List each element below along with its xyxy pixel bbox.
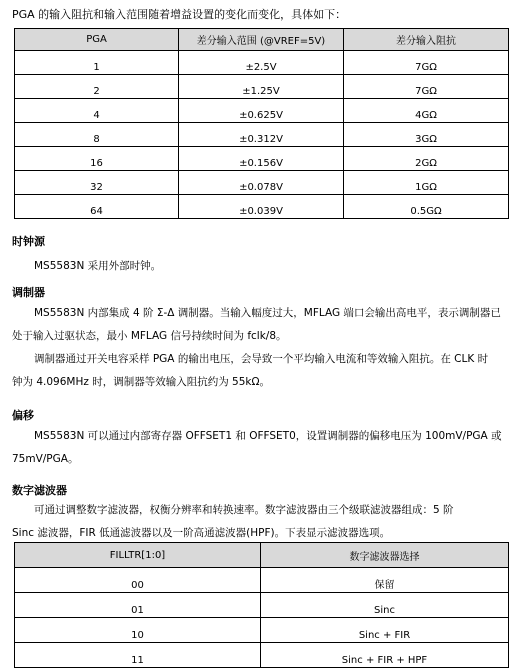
column-header-filltr: FILLTR[1:0] — [15, 543, 261, 568]
pga-cell: 16 — [15, 147, 179, 171]
filltr-cell: 10 — [15, 618, 261, 643]
column-header-input-impedance: 差分输入阻抗 — [344, 29, 509, 51]
pga-cell: 8 — [15, 123, 179, 147]
filter-select-cell: 保留 — [261, 568, 509, 593]
table-row — [15, 75, 509, 99]
table-row — [15, 593, 509, 618]
clock-source-heading: 时钟源 — [12, 235, 45, 248]
offset-line2: 75mV/PGA。 — [12, 453, 79, 465]
offset-heading: 偏移 — [12, 409, 34, 422]
table-row — [15, 99, 509, 123]
impedance-cell: 0.5GΩ — [344, 195, 509, 219]
range-cell: ±0.625V — [179, 99, 344, 123]
pga-cell: 64 — [15, 195, 179, 219]
table-row — [15, 51, 509, 75]
offset-line1: MS5583N 可以通过内部寄存器 OFFSET1 和 OFFSET0，设置调制器的偏移电压为 100mV/PGA 或 — [34, 430, 502, 442]
modulator-p1-line1: MS5583N 内部集成 4 阶 Σ-Δ 调制器。当输入幅度过大，MFLAG 端口会输出高电平，表示调制器已 — [34, 307, 501, 319]
table-row — [15, 568, 509, 593]
table-header-row — [15, 29, 509, 51]
range-cell: ±1.25V — [179, 75, 344, 99]
digital-filter-paragraph — [12, 499, 512, 545]
filter-table — [14, 542, 509, 668]
table-row — [15, 123, 509, 147]
impedance-cell: 7GΩ — [344, 75, 509, 99]
table-row — [15, 618, 509, 643]
column-header-input-range: 差分输入范围 (@VREF=5V) — [179, 29, 344, 51]
offset-paragraph — [12, 425, 512, 471]
digital-filter-line1: 可通过调整数字滤波器，权衡分辨率和转换速率。数字滤波器由三个级联滤波器组成：5 阶 — [34, 504, 454, 516]
range-cell: ±0.039V — [179, 195, 344, 219]
clock-source-text: MS5583N 采用外部时钟。 — [34, 260, 162, 272]
pga-cell: 1 — [15, 51, 179, 75]
pga-cell: 2 — [15, 75, 179, 99]
modulator-p2-line1: 调制器通过开关电容采样 PGA 的输出电压，会导致一个平均输入电流和等效输入阻抗。在 CLK 时 — [34, 353, 489, 365]
pga-table — [14, 28, 509, 219]
filter-select-cell: Sinc + FIR + HPF — [261, 643, 509, 668]
impedance-cell: 4GΩ — [344, 99, 509, 123]
filter-select-cell: Sinc + FIR — [261, 618, 509, 643]
pga-cell: 4 — [15, 99, 179, 123]
modulator-p2-line2: 钟为 4.096MHz 时，调制器等效输入阻抗约为 55kΩ。 — [12, 376, 271, 388]
digital-filter-line2: Sinc 滤波器，FIR 低通滤波器以及一阶高通滤波器(HPF)。下表显示滤波器选项。 — [12, 527, 391, 539]
table-row — [15, 195, 509, 219]
impedance-cell: 7GΩ — [344, 51, 509, 75]
filltr-cell: 11 — [15, 643, 261, 668]
modulator-paragraph — [12, 302, 512, 394]
impedance-cell: 3GΩ — [344, 123, 509, 147]
pga-cell: 32 — [15, 171, 179, 195]
column-header-filter-select: 数字滤波器选择 — [261, 543, 509, 568]
table-row — [15, 147, 509, 171]
filter-select-cell: Sinc — [261, 593, 509, 618]
filltr-cell: 00 — [15, 568, 261, 593]
table-header-row — [15, 543, 509, 568]
range-cell: ±2.5V — [179, 51, 344, 75]
impedance-cell: 2GΩ — [344, 147, 509, 171]
column-header-pga: PGA — [15, 29, 179, 51]
filltr-cell: 01 — [15, 593, 261, 618]
table-row — [15, 643, 509, 668]
impedance-cell: 1GΩ — [344, 171, 509, 195]
range-cell: ±0.156V — [179, 147, 344, 171]
intro-text: PGA 的输入阻抗和输入范围随着增益设置的变化而变化，具体如下： — [12, 8, 347, 21]
digital-filter-heading: 数字滤波器 — [12, 484, 67, 497]
range-cell: ±0.078V — [179, 171, 344, 195]
table-row — [15, 171, 509, 195]
range-cell: ±0.312V — [179, 123, 344, 147]
modulator-p1-line2: 处于输入过驱状态，最小 MFLAG 信号持续时间为 fclk/8。 — [12, 330, 287, 342]
modulator-heading: 调制器 — [12, 286, 45, 299]
